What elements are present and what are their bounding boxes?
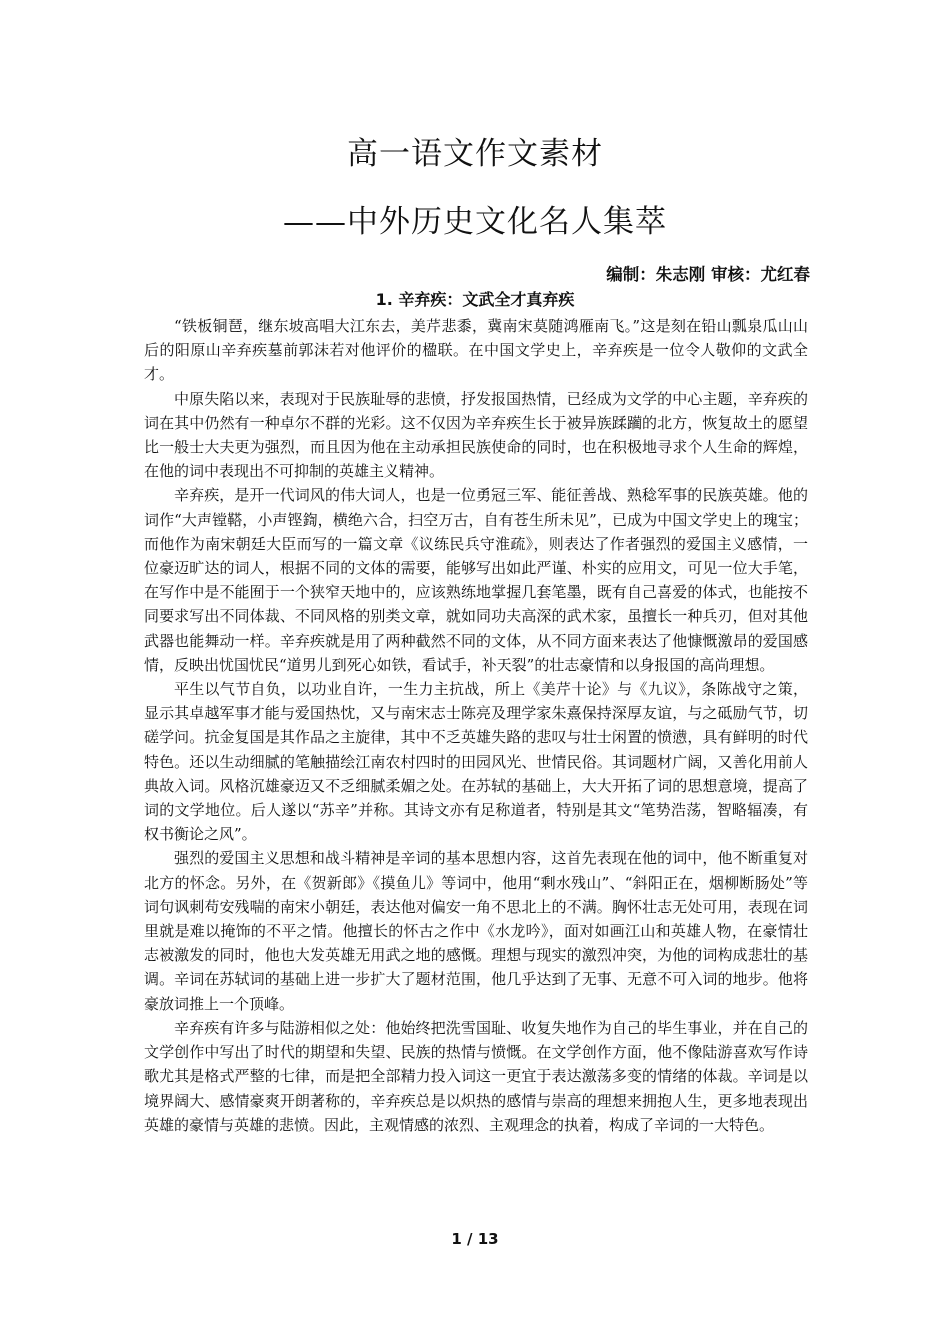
byline: 编制：朱志刚 审核：尤红春: [606, 265, 810, 284]
document-subtitle: ——中外历史文化名人集萃: [283, 204, 667, 240]
section-heading: 1. 辛弃疾：文武全才真弃疾: [375, 290, 575, 309]
body-text: [144, 314, 808, 1137]
paragraph-2: 中原失陷以来，表现对于民族耻辱的悲愤，抒发报国热情，已经成为文学的中心主题，辛弃疾的词在其中仍然有一种卓尔不群的光彩。这不仅因为辛弃疾生长于被异族蹂躏的北方，恢复故土的愿望比一般士大夫更为强烈，而且因为他在主动承担民族使命的同时，也在积极地寻求个人生命的辉煌，在他的词中表现出不可抑制的英雄主义精神。: [144, 389, 808, 481]
paragraph-6: 辛弃疾有许多与陆游相似之处：他始终把洗雪国耻、收复失地作为自己的毕生事业，并在自己的文学创作中写出了时代的期望和失望、民族的热情与愤慨。在文学创作方面，他不像陆游喜欢写作诗歌尤其是格式严整的七律，而是把全部精力投入词这一更宜于表达激荡多变的情绪的体裁。辛词是以境界阔大、感情豪爽开朗著称的，辛弃疾总是以炽热的感情与崇高的理想来拥抱人生，更多地表现出英雄的豪情与英雄的悲愤。因此，主观情感的浓烈、主观理念的执着，构成了辛词的一大特色。: [144, 1018, 808, 1134]
paragraph-3: 辛弃疾，是开一代词风的伟大词人，也是一位勇冠三军、能征善战、熟稔军事的民族英雄。他的词作“大声镗鞳，小声铿鍧，横绝六合，扫空万古，自有苍生所未见”，已成为中国文学史上的瑰宝；而他作为南宋朝廷大臣而写的一篇文章《议练民兵守淮疏》，则表达了作者强烈的爱国主义感情，一位豪迈旷达的词人，根据不同的文体的需要，能够写出如此严谨、朴实的应用文，可见一位大手笔，在写作中是不能囿于一个狭窄天地中的，应该熟练地掌握几套笔墨，既有自己喜爱的体式，也能按不同要求写出不同体裁、不同风格的别类文章，就如同功夫高深的武术家，虽擅长一种兵刃，但对其他武器也能舞动一样。辛弃疾就是用了两种截然不同的文体，从不同方面来表达了他慷慨激昂的爱国感情，反映出忧国忧民“道男儿到死心如铁，看试手，补天裂”的壮志豪情和以身报国的高尚理想。: [144, 486, 808, 674]
paragraph-4: 平生以气节自负，以功业自许，一生力主抗战，所上《美芹十论》与《九议》，条陈战守之策，显示其卓越军事才能与爱国热忱，又与南宋志士陈亮及理学家朱熹保持深厚友谊，与之砥励气节，切磋学问。抗金复国是其作品之主旋律，其中不乏英雄失路的悲叹与壮士闲置的愤懑，具有鲜明的时代特色。还以生动细腻的笔触描绘江南农村四时的田园风光、世情民俗。其词题材广阔，又善化用前人典故入词。风格沉雄豪迈又不乏细腻柔媚之处。在苏轼的基础上，大大开拓了词的思想意境，提高了词的文学地位。后人遂以“苏辛”并称。其诗文亦有足称道者，特别是其文“笔势浩荡，智略辐凑，有权书衡论之风”。: [144, 680, 808, 844]
page-number: 1 / 13: [451, 1230, 499, 1248]
paragraph-1: “铁板铜琶，继东坡高唱大江东去，美芹悲黍，冀南宋莫随鸿雁南飞。”这是刻在铅山瓢泉瓜山山后的阳原山辛弃疾墓前郭沫若对他评价的楹联。在中国文学史上，辛弃疾是一位令人敬仰的文武全才。: [144, 317, 808, 384]
document-title: 高一语文作文素材: [347, 136, 603, 172]
paragraph-5: 强烈的爱国主义思想和战斗精神是辛词的基本思想内容，这首先表现在他的词中，他不断重复对北方的怀念。另外，在《贺新郎》《摸鱼儿》等词中，他用“剩水残山”、“斜阳正在，烟柳断肠处”等词句讽刺苟安残喘的南宋小朝廷，表达他对偏安一角不思北上的不满。胸怀壮志无处可用，表现在词里就是难以掩饰的不平之情。他擅长的怀古之作中《水龙吟》，面对如画江山和英雄人物，在豪情壮志被激发的同时，他也大发英雄无用武之地的感慨。理想与现实的激烈冲突，为他的词构成悲壮的基调。辛词在苏轼词的基础上进一步扩大了题材范围，他几乎达到了无事、无意不可入词的地步。他将豪放词推上一个顶峰。: [144, 849, 808, 1013]
